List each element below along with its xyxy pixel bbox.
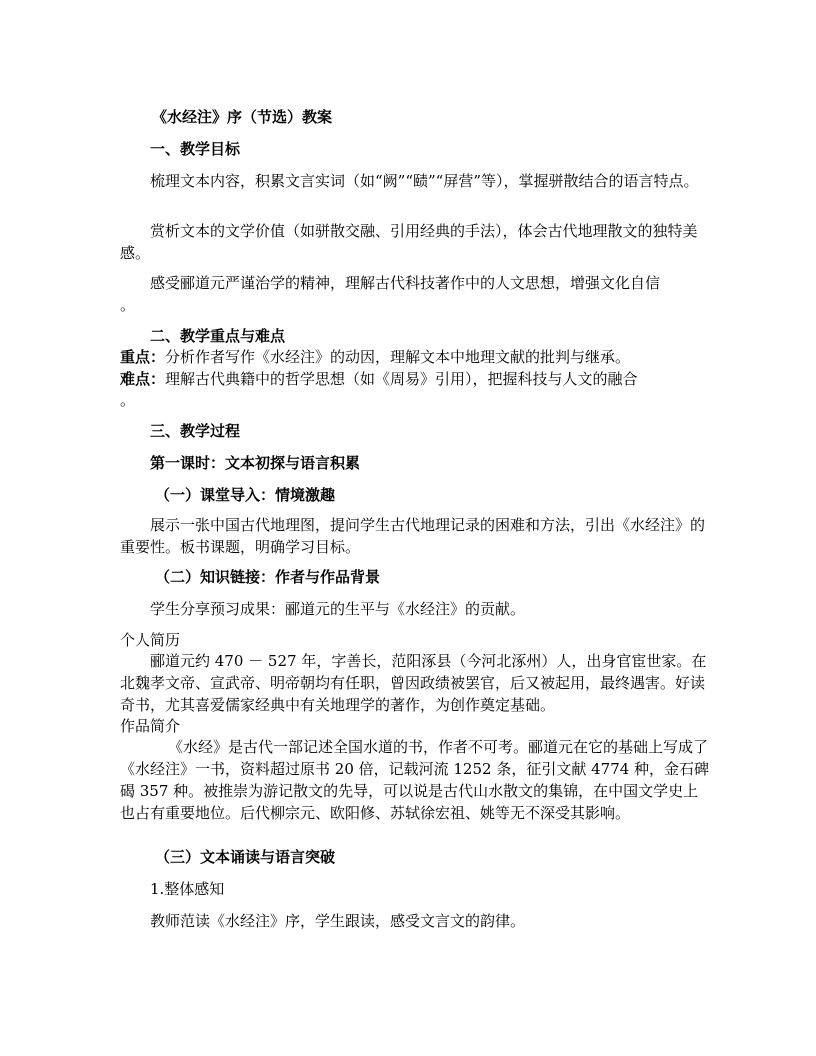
difficulty-row — [120, 368, 710, 390]
step-heading-2: （二）知识链接：作者与作品背景 — [155, 568, 381, 586]
sub-text-overall: 教师范读《水经注》序，学生跟读，感受文言文的韵律。 — [150, 912, 526, 930]
difficulty-text: 理解古代典籍中的哲学思想（如《周易》引用），把握科技与人文的融合 — [165, 370, 638, 388]
difficulty-label: 难点： — [120, 370, 166, 388]
step-heading-3: （三）文本诵读与语言突破 — [155, 848, 336, 866]
difficulty-end: 。 — [120, 391, 136, 409]
document-title: 《水经注》序（节选）教案 — [152, 108, 333, 126]
step-2-text: 学生分享预习成果：郦道元的生平与《水经注》的贡献。 — [150, 600, 526, 618]
lesson-heading: 第一课时：文本初探与语言积累 — [150, 454, 361, 472]
goal-paragraph-3: 感受郦道元严谨治学的精神，理解古代科技著作中的人文思想，增强文化自信 — [150, 274, 661, 292]
goal-paragraph-2: 赏析文本的文学价值（如骈散交融、引用经典的手法），体会古代地理散文的独特美感。 — [120, 222, 698, 262]
key-point-label: 重点： — [120, 348, 166, 366]
goal-paragraph-3-end: 。 — [120, 296, 136, 314]
step-1-text: 展示一张中国古代地理图，提问学生古代地理记录的困难和方法，引出《水经注》的重要性。板书课题，明确学习目标。 — [120, 516, 706, 556]
work-text: 《水经》是古代一部记述全国水道的书，作者不可考。郦道元在它的基础上写成了《水经注》一书，资料超过原书 20 倍，记载河流 1252 条，征引文献 4774 种，金石碑碣 357 种。被推崇为游记散文的先导，可以说是古代山水散文的集锦，在中国文学史上也占有重要地位。后代柳宗元、欧阳修、苏轼徐宏祖、姚等无不深受其影响。 — [120, 738, 710, 822]
step-heading-1: （一）课堂导入：情境激趣 — [155, 486, 336, 504]
goal-paragraph-1: 梳理文本内容，积累文言实词（如“阙”“赜”“屏营”等），掌握骈散结合的语言特点。 — [150, 172, 699, 190]
section-heading-process: 三、教学过程 — [150, 422, 241, 440]
key-point-row — [120, 346, 710, 368]
key-point-text: 分析作者写作《水经注》的动因，理解文本中地理文献的批判与继承。 — [165, 348, 631, 366]
sub-heading-overall: 1.整体感知 — [150, 880, 225, 898]
bio-label: 个人简历 — [120, 631, 181, 649]
bio-text: 郦道元约 470 － 527 年，字善长，范阳涿县（今河北涿州）人，出身官宦世家。在北魏孝文帝、宣武帝、明帝朝均有任职，曾因政绩被罢官，后又被起用，最终遇害。好读奇书，尤其喜爱儒家经典中有关地理学的著作，为创作奠定基础。 — [120, 652, 707, 714]
section-heading-key-points: 二、教学重点与难点 — [150, 327, 286, 345]
work-label: 作品简介 — [120, 717, 181, 735]
section-heading-goals: 一、教学目标 — [150, 140, 241, 158]
